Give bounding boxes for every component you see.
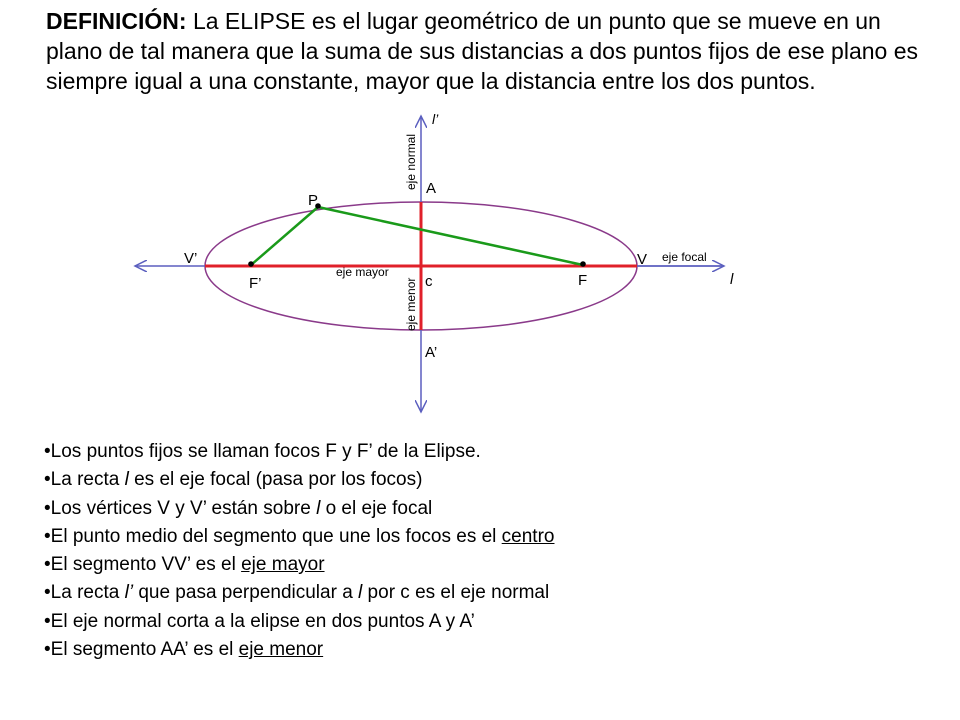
eje-menor-term: eje menor bbox=[238, 639, 324, 661]
definition-term: DEFINICIÓN: bbox=[46, 8, 187, 34]
list-item: •Los puntos fijos se llaman focos F y F’ de la Elipse. bbox=[44, 441, 481, 462]
label-v-prime: V’ bbox=[184, 250, 198, 267]
label-p: P bbox=[308, 192, 319, 209]
label-eje-focal: eje focal bbox=[662, 250, 707, 264]
eje-mayor-term: eje mayor bbox=[241, 554, 325, 576]
label-a: A bbox=[426, 180, 437, 197]
label-eje-normal: eje normal bbox=[404, 133, 418, 190]
label-v: V bbox=[637, 251, 648, 268]
label-eje-mayor: eje mayor bbox=[336, 265, 389, 279]
list-item: •La recta l es el eje focal (pasa por los focos) bbox=[44, 469, 423, 491]
list-item: •El eje normal corta a la elipse en dos puntos A y A’ bbox=[44, 610, 475, 632]
label-l-prime: l’ bbox=[432, 111, 439, 127]
label-c: c bbox=[425, 273, 433, 290]
list-item: •La recta l’ que pasa perpendicular a l por c es el eje normal bbox=[44, 582, 550, 604]
list-item: •El segmento VV’ es el eje mayor bbox=[44, 554, 325, 576]
list-item: •El segmento AA’ es el eje menor bbox=[44, 639, 324, 661]
list-item: •Los vértices V y V’ están sobre l o el eje focal bbox=[44, 497, 433, 519]
distance-p-f bbox=[318, 207, 583, 265]
focus-f-point bbox=[580, 261, 586, 267]
label-f: F bbox=[578, 272, 588, 289]
centro-link: centro bbox=[501, 525, 555, 547]
focus-fprime-point bbox=[248, 261, 254, 267]
list-item: •El punto medio del segmento que une los focos es el centro bbox=[44, 525, 555, 547]
label-a-prime: A’ bbox=[425, 344, 438, 361]
properties-list bbox=[44, 438, 554, 664]
definition-text: La ELIPSE es el lugar geométrico de un punto que se mueve en un plano de tal manera que la suma de sus distancias a dos puntos fijos de ese plano es siempre igual a una constante, mayor que la distancia entre los dos puntos. bbox=[46, 8, 919, 94]
label-f-prime: F’ bbox=[249, 275, 262, 292]
label-eje-menor: eje menor bbox=[404, 277, 418, 331]
label-l: l bbox=[730, 271, 734, 288]
